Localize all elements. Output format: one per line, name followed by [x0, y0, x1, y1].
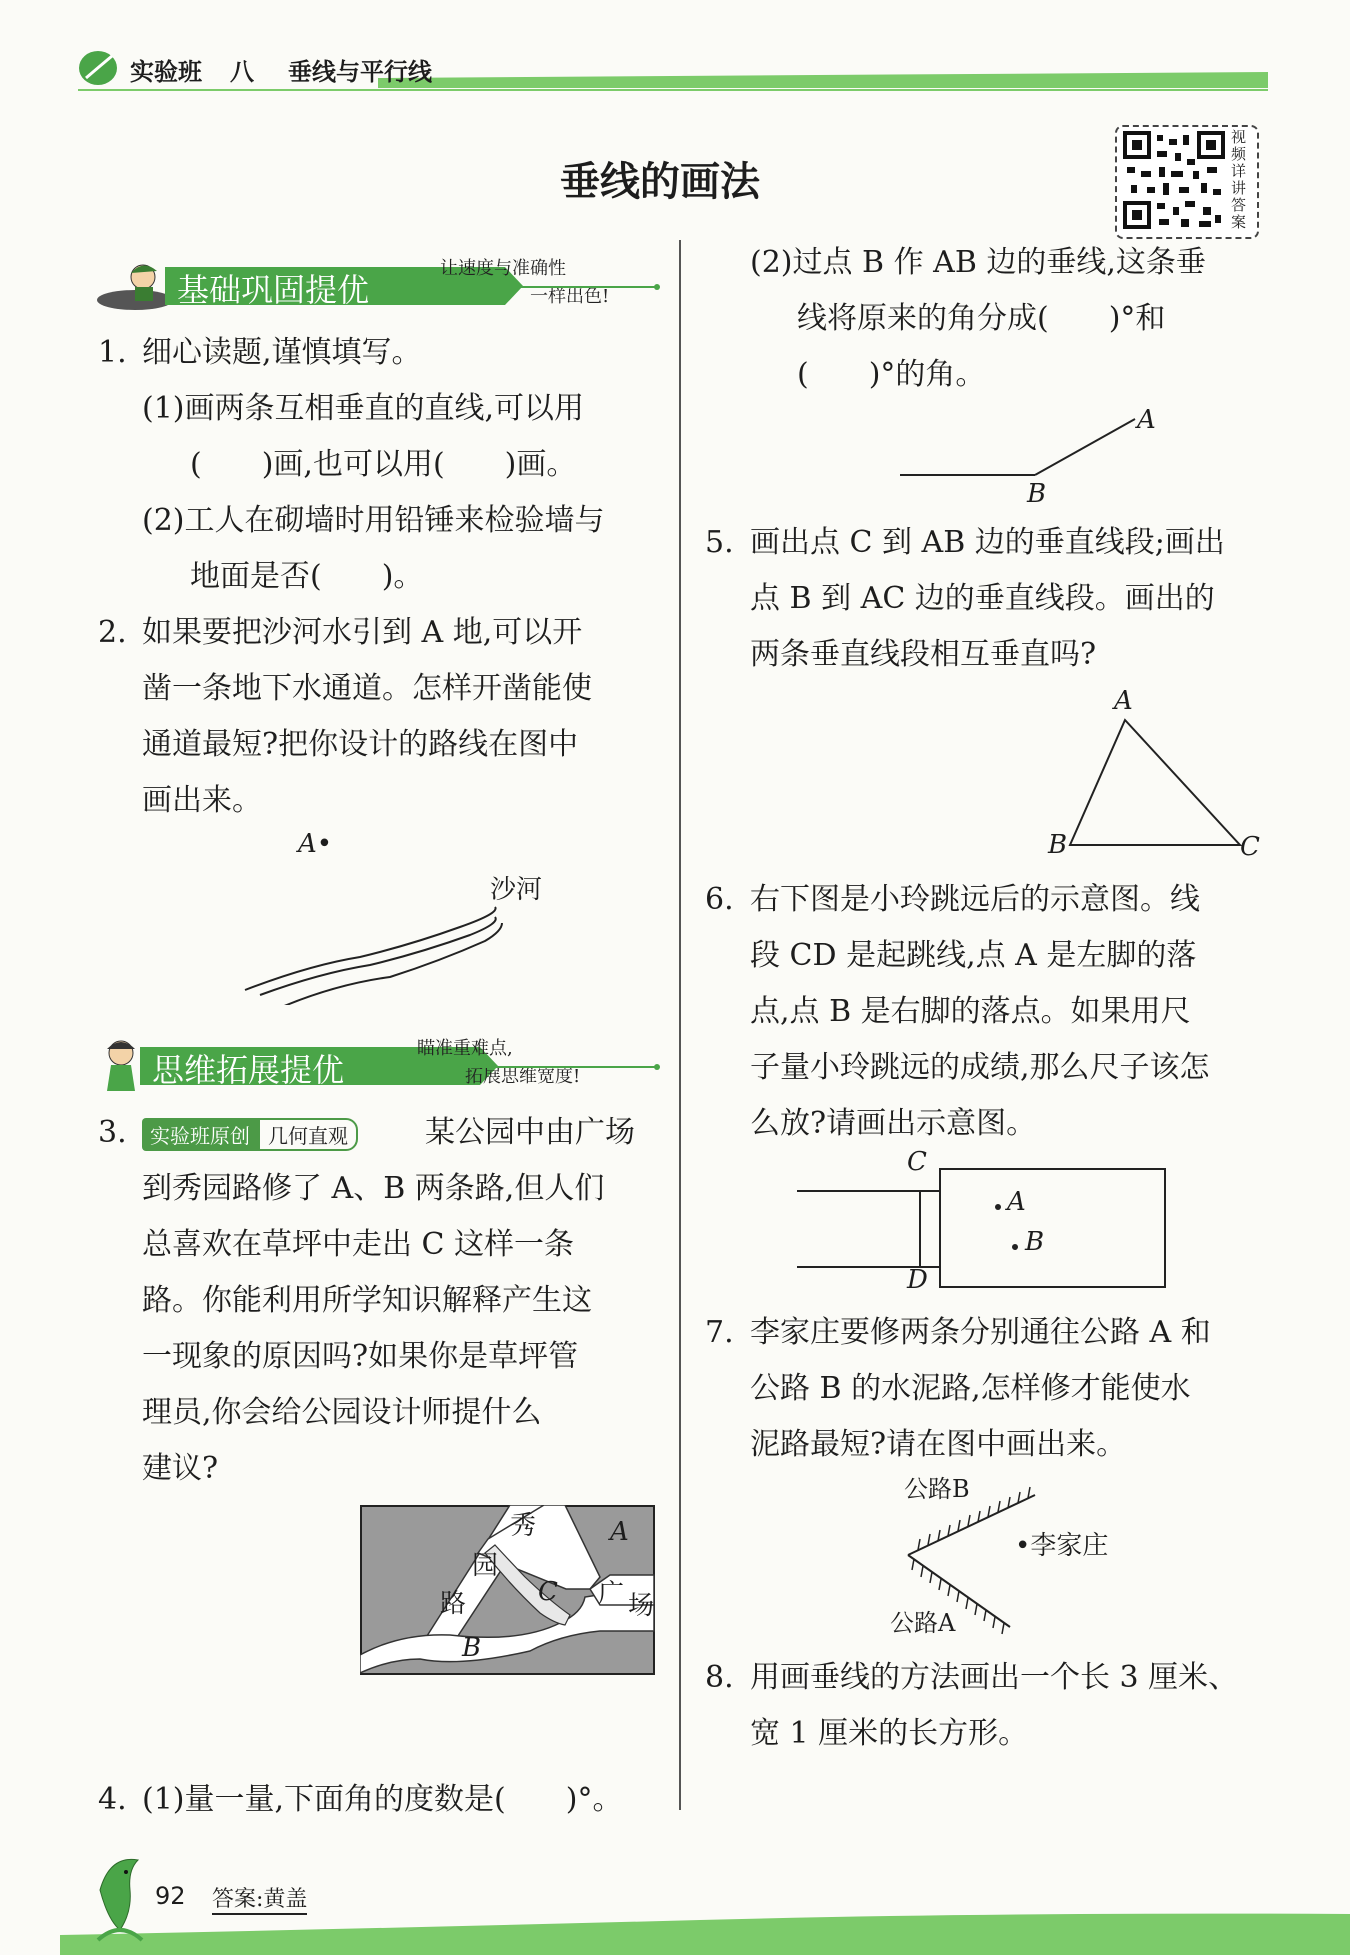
q3-label-xiu: 秀	[510, 1511, 537, 1541]
q3-line4: 一现象的原因吗?如果你是草坪管	[142, 1339, 579, 1374]
q6-label-b: B	[1025, 1227, 1045, 1257]
q6-line5: 么放?请画出示意图。	[750, 1106, 1037, 1141]
q5-number: 5.	[705, 525, 734, 560]
q3-line5: 理员,你会给公园设计师提什么	[142, 1395, 542, 1430]
q5-line1: 画出点 C 到 AB 边的垂直线段;画出	[750, 525, 1225, 560]
q3-line6: 建议?	[142, 1451, 219, 1486]
q4-p2-line2: 线将原来的角分成( )°和	[797, 301, 1166, 336]
q4-p1: (1)量一量,下面角的度数是( )°。	[142, 1782, 623, 1817]
q2-point-a: A•	[298, 829, 333, 859]
section-extend-note-2: 拓展思维宽度!	[465, 1066, 581, 1087]
q3-badges	[142, 1118, 358, 1151]
section-extend-note-1: 瞄准重难点,	[417, 1038, 513, 1059]
q6-line3: 点,点 B 是右脚的落点。如果用尺	[750, 994, 1191, 1029]
q6-line2: 段 CD 是起跳线,点 A 是左脚的落	[750, 938, 1197, 973]
footer-decor	[0, 1840, 1350, 1955]
q5-triangle-drawing	[1040, 690, 1270, 870]
dolphin-mascot-icon	[90, 1850, 150, 1945]
q3-line3: 路。你能利用所学知识解释产生这	[142, 1283, 592, 1318]
q6-line4: 子量小玲跳远的成绩,那么尺子该怎	[750, 1050, 1210, 1085]
header-bar	[78, 42, 1268, 98]
q3-number: 3.	[98, 1115, 127, 1150]
q4-angle-figure	[895, 405, 1175, 515]
answer-credit: 答案:黄盖	[212, 1882, 307, 1915]
page-number: 92	[155, 1882, 186, 1910]
q3-label-guang: 广	[598, 1579, 625, 1609]
section-extend-underline	[405, 1063, 665, 1077]
q7-line2: 公路 B 的水泥路,怎样修才能使水	[750, 1371, 1191, 1406]
q1-p2-line1: (2)工人在砌墙时用铅锤来检验墙与	[142, 503, 605, 538]
q4-p2-line1: (2)过点 B 作 AB 边的垂线,这条垂	[750, 245, 1206, 280]
q1-title: 细心读题,谨慎填写。	[142, 335, 422, 370]
q3-first: 某公园中由广场	[425, 1115, 635, 1150]
leaf-logo-icon	[78, 48, 120, 88]
q6-label-d: D	[907, 1265, 928, 1295]
q5-label-a: A	[1114, 686, 1133, 716]
q3-line2: 总喜欢在草坪中走出 C 这样一条	[142, 1227, 575, 1262]
q5-triangle-figure	[1040, 686, 1270, 870]
footer	[0, 1840, 1350, 1955]
qr-pattern-icon	[1123, 131, 1227, 231]
header-series: 实验班	[130, 58, 202, 86]
header-chapter-no: 八	[230, 58, 254, 86]
q2-river-label: 沙河	[490, 875, 543, 905]
section-extend-banner	[95, 1035, 665, 1095]
q7-line3: 泥路最短?请在图中画出来。	[750, 1427, 1127, 1462]
header-decor	[78, 42, 1268, 98]
q7-line1: 李家庄要修两条分别通往公路 A 和	[750, 1315, 1211, 1350]
q4-number: 4.	[98, 1782, 127, 1817]
q6-jump-figure	[795, 1147, 1175, 1295]
q6-label-c: C	[907, 1147, 927, 1177]
q8-line1: 用画垂线的方法画出一个长 3 厘米、	[750, 1660, 1239, 1695]
qr-code[interactable]	[1115, 125, 1259, 239]
q3-label-yuan: 园	[472, 1551, 499, 1581]
q2-figure	[240, 825, 570, 1005]
q2-line3: 通道最短?把你设计的路线在图中	[142, 727, 579, 762]
page-title: 垂线的画法	[560, 159, 760, 205]
q1-p2-line2: 地面是否( )。	[190, 559, 424, 594]
q4-p2-line3: ( )°的角。	[797, 357, 986, 392]
q3-label-lu: 路	[440, 1589, 467, 1619]
column-divider	[679, 240, 681, 1810]
q3-badge: 实验班原创	[142, 1118, 258, 1151]
q6-jump-drawing	[795, 1155, 1175, 1295]
q7-label-road-a: 公路A	[890, 1609, 956, 1637]
qr-caption: 视频详讲答案	[1231, 128, 1247, 231]
q6-label-a: A	[1007, 1187, 1026, 1217]
q2-line2: 凿一条地下水通道。怎样开凿能使	[142, 671, 592, 706]
q4-label-b: B	[1027, 479, 1047, 509]
q6-line1: 右下图是小玲跳远后的示意图。线	[750, 882, 1200, 917]
section-extend-title: 思维拓展提优	[152, 1051, 345, 1089]
q7-label-village: •李家庄	[1015, 1531, 1109, 1561]
section-basic-underline	[425, 283, 665, 297]
q2-number: 2.	[98, 615, 127, 650]
q5-label-c: C	[1240, 832, 1260, 862]
q3-label-a: A	[610, 1517, 629, 1547]
header-chapter: 垂线与平行线	[288, 58, 432, 86]
q4-label-a: A	[1137, 405, 1156, 435]
section-basic-note-1: 让速度与准确性	[440, 258, 566, 279]
q2-line4: 画出来。	[142, 783, 262, 818]
q2-line1: 如果要把沙河水引到 A 地,可以开	[142, 615, 583, 650]
q5-line2: 点 B 到 AC 边的垂直线段。画出的	[750, 581, 1215, 616]
q8-number: 8.	[705, 1660, 734, 1695]
q5-label-b: B	[1048, 830, 1068, 860]
q3-label-b: B	[462, 1633, 482, 1663]
q3-label-chang: 场	[628, 1591, 655, 1621]
q7-number: 7.	[705, 1315, 734, 1350]
q7-road-figure	[890, 1475, 1150, 1645]
q3-park-map	[360, 1505, 655, 1675]
section-basic-banner	[95, 255, 665, 315]
q1-p1-line1: (1)画两条互相垂直的直线,可以用	[142, 391, 585, 426]
q8-line2: 宽 1 厘米的长方形。	[750, 1716, 1029, 1751]
section-basic-title: 基础巩固提优	[177, 271, 370, 309]
q1-number: 1.	[98, 335, 127, 370]
q5-line3: 两条垂直线段相互垂直吗?	[750, 637, 1097, 672]
q1-p1-line2: ( )画,也可以用( )画。	[190, 447, 577, 482]
section-basic-note-2: 一样出色!	[530, 286, 610, 307]
q6-number: 6.	[705, 882, 734, 917]
q3-line1: 到秀园路修了 A、B 两条路,但人们	[142, 1171, 605, 1206]
q7-label-road-b: 公路B	[904, 1475, 970, 1503]
q3-label-c: C	[538, 1577, 558, 1607]
q3-tag: 几何直观	[258, 1118, 358, 1151]
